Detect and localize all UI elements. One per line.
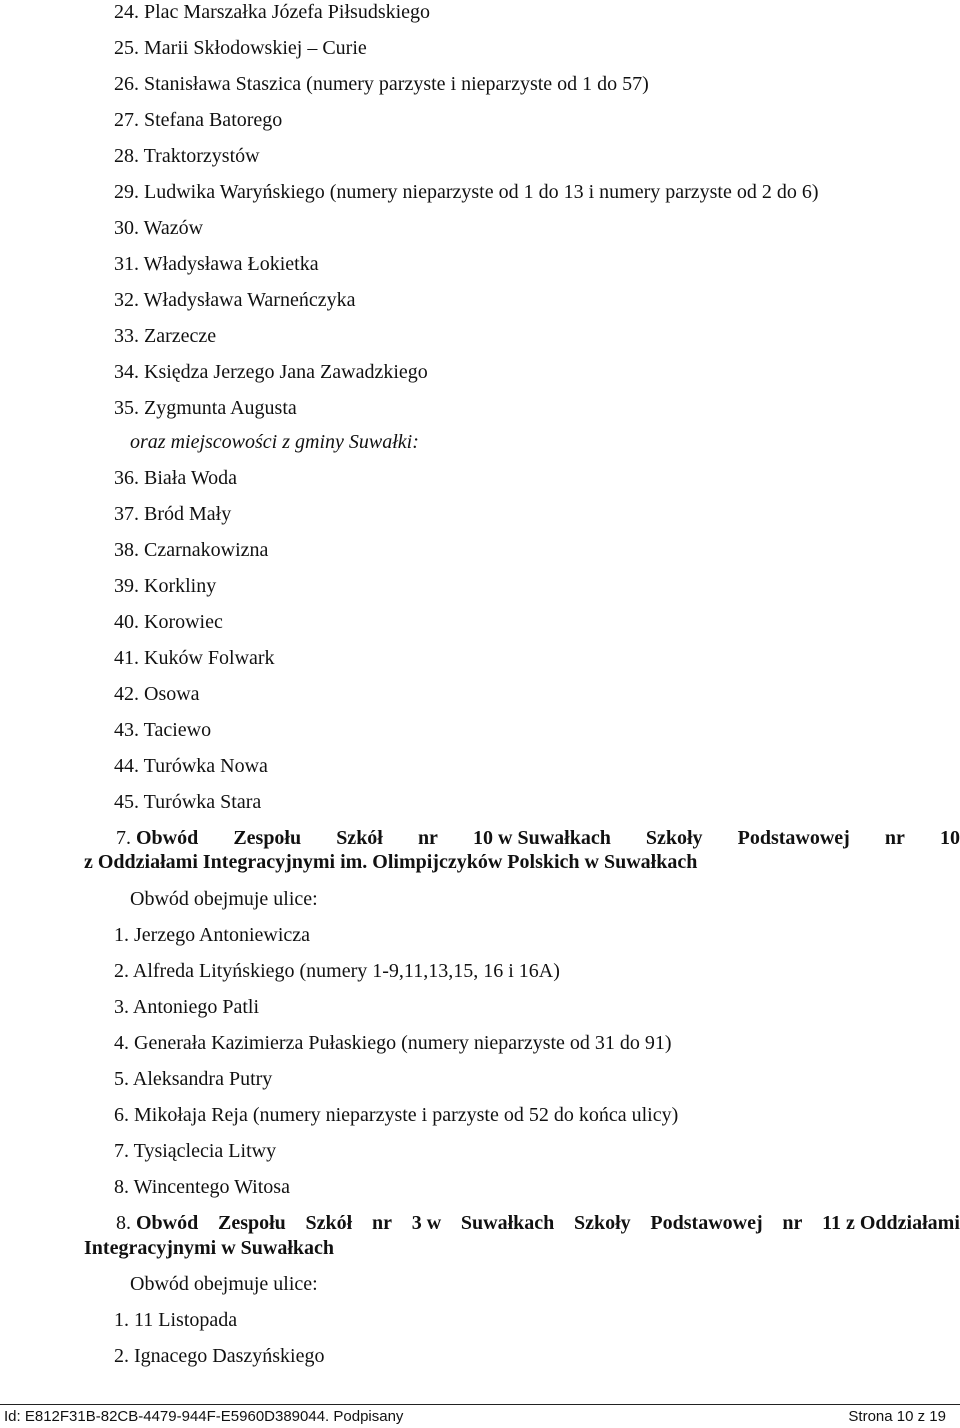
list-item: 3. Antoniego Patli [114,996,259,1018]
list-item: 37. Bród Mały [114,503,232,525]
heading-word: 11 z Oddziałami [822,1212,960,1234]
list-item: 25. Marii Skłodowskiej – Curie [114,37,367,59]
heading-word: nr [782,1212,803,1234]
list-item: 1. 11 Listopada [114,1309,238,1331]
heading-word: Suwałkach [460,1212,555,1234]
heading-word: Szkół [336,827,383,849]
list-item: 39. Korkliny [114,575,217,597]
section-8-heading [116,1211,960,1235]
heading-word: Zespołu [233,827,302,849]
list-item: 41. Kuków Folwark [114,647,275,669]
heading-word: Szkoły [645,827,703,849]
heading-word: nr [371,1212,392,1234]
list-item: 34. Księdza Jerzego Jana Zawadzkiego [114,361,428,383]
footer-page-number: Strona 10 z 19 [848,1408,946,1425]
list-item: 5. Aleksandra Putry [114,1068,273,1090]
list-item: 35. Zygmunta Augusta [114,397,297,419]
list-item: 24. Plac Marszałka Józefa Piłsudskiego [114,1,431,23]
section-8-heading-line1 [116,1211,960,1235]
heading-word: Szkół [305,1212,353,1234]
footer-document-id: Id: E812F31B-82CB-4479-944F-E5960D389044. Podpisany [4,1408,404,1425]
heading-word: Obwód [136,1212,199,1234]
heading-word: Obwód [136,827,199,849]
list-item: 26. Stanisława Staszica (numery parzyste i nieparzyste od 1 do 57) [114,73,649,95]
heading-word: 10 [939,827,960,849]
list-item: 1. Jerzego Antoniewicza [114,924,311,946]
list-item: 2. Alfreda Lityńskiego (numery 1-9,11,13,15, 16 i 16A) [114,960,560,982]
list-item: 31. Władysława Łokietka [114,253,319,275]
heading-word: Podstawowej [737,827,850,849]
list-item: 36. Biała Woda [114,467,237,489]
heading-word: 3 w [411,1212,442,1234]
list-item: 32. Władysława Warneńczyka [114,289,356,311]
heading-word: 10 w Suwałkach [473,827,611,849]
heading-word: Podstawowej [650,1212,763,1234]
heading-word: nr [884,827,905,849]
list-item: 4. Generała Kazimierza Pułaskiego (numery nieparzyste od 31 do 91) [114,1032,672,1054]
list-item: 43. Taciewo [114,719,212,741]
list-item: 29. Ludwika Waryńskiego (numery nieparzyste od 1 do 13 i numery parzyste od 2 do 6) [114,181,819,203]
section-number: 8. [116,1212,131,1234]
list-item: 27. Stefana Batorego [114,109,283,131]
heading-word: nr [417,827,438,849]
heading-word: Zespołu [217,1212,286,1234]
section-7-heading-line2: z Oddziałami Integracyjnymi im. Olimpijczyków Polskich w Suwałkach [84,851,698,873]
list-item: 6. Mikołaja Reja (numery nieparzyste i parzyste od 52 do końca ulicy) [114,1104,679,1126]
villages-subheading: oraz miejscowości z gminy Suwałki: [130,431,419,453]
section-number: 7. [116,827,131,849]
list-item: 33. Zarzecze [114,325,217,347]
list-item: 44. Turówka Nowa [114,755,268,777]
list-item: 7. Tysiąclecia Litwy [114,1140,277,1162]
section-7-intro: Obwód obejmuje ulice: [130,888,318,910]
list-item: 30. Wazów [114,217,204,239]
section-7-heading [116,826,960,850]
section-7-heading-line1 [116,826,960,850]
section-8-heading-line2: Integracyjnymi w Suwałkach [84,1237,335,1259]
footer-divider [0,1404,960,1405]
list-item: 8. Wincentego Witosa [114,1176,290,1198]
heading-word: Szkoły [573,1212,631,1234]
list-item: 45. Turówka Stara [114,791,262,813]
list-item: 42. Osowa [114,683,200,705]
list-item: 38. Czarnakowizna [114,539,269,561]
list-item: 2. Ignacego Daszyńskiego [114,1345,325,1367]
list-item: 28. Traktorzystów [114,145,260,167]
list-item: 40. Korowiec [114,611,223,633]
section-8-intro: Obwód obejmuje ulice: [130,1273,318,1295]
